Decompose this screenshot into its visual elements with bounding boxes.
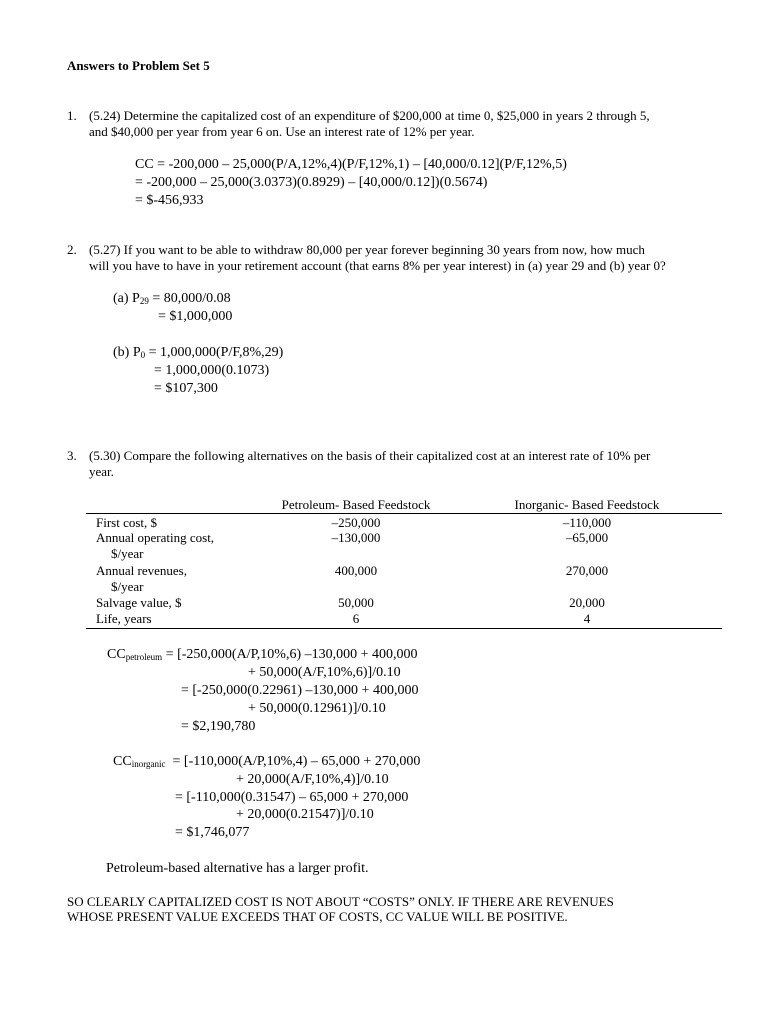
table-cell-petroleum: –250,000	[331, 515, 381, 530]
q3-text-line2: year.	[89, 464, 114, 479]
q3-number: 3.	[67, 448, 77, 463]
q3-text-line1: (5.30) Compare the following alternatives on the basis of their capitalized cost at an interest rate of 10% per	[89, 448, 651, 463]
table-cell-petroleum: 6	[352, 611, 360, 626]
table-row-label: Life, years	[96, 611, 152, 626]
table-top-rule	[86, 513, 722, 514]
cc-inorganic-equation-3: = [-110,000(0.31547) – 65,000 + 270,000	[175, 790, 409, 805]
q2b-equation-1: (b) $P_0 = 1,000,000(P/F,8\%,29)$	[113, 345, 284, 360]
document-title: Answers to Problem Set 5	[67, 58, 210, 73]
cc-inorganic-result: = $1,746,077	[175, 825, 250, 840]
conclusion-text: Petroleum-based alternative has a larger profit.	[106, 861, 369, 876]
q2a-equation-2: = $1,000,000	[158, 309, 233, 324]
q1-equation-3: = $-456,933	[135, 193, 204, 208]
table-header-petroleum: Petroleum- Based Feedstock	[281, 497, 431, 512]
note-line-1: SO CLEARLY CAPITALIZED COST IS NOT ABOUT “COSTS” ONLY. IF THERE ARE REVENUES	[67, 894, 614, 909]
cc-petroleum-equation-1: $CC_{petroleum} = [-250,000(A/P,10\%,6) -130,000 + 400,000$	[107, 647, 418, 662]
q2a-equation-1: (a) $P_{29} = 80,000/0.08$	[113, 291, 231, 306]
cc-petroleum-equation-3: = [-250,000(0.22961) –130,000 + 400,000	[181, 683, 419, 698]
cc-inorganic-equation-4: + 20,000(0.21547)]/0.10	[236, 807, 374, 822]
table-cell-inorganic: 4	[583, 611, 591, 626]
q1-equation-2: = -200,000 – 25,000(3.0373)(0.8929) – [40,000/0.12])(0.5674)	[135, 175, 488, 190]
table-row-label-unit: $/year	[111, 546, 144, 561]
table-row-label: Annual revenues,	[96, 563, 187, 578]
note-line-2: WHOSE PRESENT VALUE EXCEEDS THAT OF COSTS, CC VALUE WILL BE POSITIVE.	[67, 909, 568, 924]
table-row-label: Salvage value, $	[96, 595, 182, 610]
cc-inorganic-equation-2: + 20,000(A/F,10%,4)]/0.10	[236, 772, 389, 787]
cc-petroleum-result: = $2,190,780	[181, 719, 256, 734]
cc-inorganic-equation-1: $CC_{inorganic} = [-110,000(A/P,10\%,4) - 65,000 + 270,000$	[113, 754, 421, 769]
table-bottom-rule	[86, 628, 722, 629]
q2b-equation-3: = $107,300	[154, 381, 218, 396]
table-row-label-unit: $/year	[111, 579, 144, 594]
cc-petroleum-equation-4: + 50,000(0.12961)]/0.10	[248, 701, 386, 716]
table-cell-inorganic: 270,000	[565, 563, 609, 578]
cc-petroleum-equation-2: + 50,000(A/F,10%,6)]/0.10	[248, 665, 401, 680]
q1-text-line1: (5.24) Determine the capitalized cost of an expenditure of $200,000 at time 0, $25,000 in years 2 through 5,	[89, 108, 650, 123]
table-header-inorganic: Inorganic- Based Feedstock	[514, 497, 660, 512]
q1-text-line2: and $40,000 per year from year 6 on. Use an interest rate of 12% per year.	[89, 124, 475, 139]
q2-text-line1: (5.27) If you want to be able to withdraw 80,000 per year forever beginning 30 years from now, how much	[89, 242, 645, 257]
table-row-label: Annual operating cost,	[96, 530, 215, 545]
q2-text-line2: will you have to have in your retirement account (that earns 8% per year interest) in (a) year 29 and (b) year 0?	[89, 258, 666, 273]
table-cell-inorganic: 20,000	[569, 595, 605, 610]
q2-number: 2.	[67, 242, 77, 257]
q1-equation-1: CC = -200,000 – 25,000(P/A,12%,4)(P/F,12%,1) – [40,000/0.12](P/F,12%,5)	[135, 157, 567, 172]
table-cell-inorganic: –110,000	[562, 515, 612, 530]
table-row-label: First cost, $	[96, 515, 158, 530]
table-cell-inorganic: –65,000	[565, 530, 609, 545]
q1-number: 1.	[67, 108, 77, 123]
table-cell-petroleum: –130,000	[331, 530, 381, 545]
table-cell-petroleum: 400,000	[334, 563, 378, 578]
table-cell-petroleum: 50,000	[338, 595, 374, 610]
q2b-equation-2: = 1,000,000(0.1073)	[154, 363, 270, 378]
